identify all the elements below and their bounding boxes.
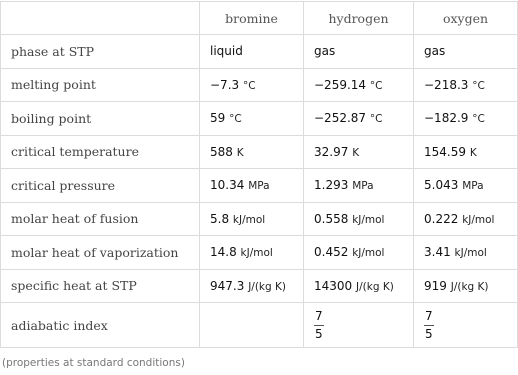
- cell-bromine: [200, 169, 304, 203]
- cell-unit: °C: [229, 113, 242, 126]
- fraction-denominator: 5: [425, 326, 433, 341]
- cell-value: 154.59: [424, 144, 466, 159]
- cell-unit: °C: [472, 113, 485, 126]
- table-row: [1, 169, 518, 203]
- fraction-bar: [424, 325, 434, 326]
- cell-hydrogen: [304, 202, 414, 236]
- cell-value: 10.34: [210, 178, 245, 193]
- table-row: [1, 68, 518, 102]
- fraction-denominator: 5: [315, 326, 323, 341]
- cell-value: 0.222: [424, 211, 459, 226]
- cell-unit: kJ/mol: [454, 247, 487, 260]
- table-row: [1, 35, 518, 69]
- cell-hydrogen: [304, 35, 414, 69]
- cell-bromine: [200, 202, 304, 236]
- cell-oxygen: [414, 236, 518, 270]
- row-label: molar heat of vaporization: [1, 236, 200, 270]
- cell-value: −252.87: [314, 111, 367, 126]
- cell-hydrogen: [304, 135, 414, 169]
- cell-value: −218.3: [424, 77, 469, 92]
- fraction-numerator: 7: [425, 308, 433, 323]
- cell-value: −7.3: [210, 77, 240, 92]
- cell-value: 14.8: [210, 245, 237, 260]
- cell-value: 5.8: [210, 211, 230, 226]
- cell-value: 0.452: [314, 245, 349, 260]
- cell-oxygen: [414, 68, 518, 102]
- cell-value: −182.9: [424, 111, 469, 126]
- table-row: [1, 135, 518, 169]
- table-row: [1, 236, 518, 270]
- cell-value: 5.043: [424, 178, 459, 193]
- fraction-bar: [314, 325, 324, 326]
- cell-value: 32.97: [314, 144, 349, 159]
- table-row-adiabatic-index: [1, 303, 518, 348]
- cell-value: 59: [210, 111, 226, 126]
- cell-oxygen: [414, 102, 518, 136]
- cell-oxygen: [414, 269, 518, 303]
- cell-unit: MPa: [462, 180, 484, 193]
- cell-bromine: [200, 35, 304, 69]
- cell-bromine: [200, 236, 304, 270]
- column-header-bromine: bromine: [200, 2, 304, 35]
- fraction: [424, 309, 434, 342]
- cell-unit: kJ/mol: [352, 247, 385, 260]
- cell-hydrogen: [304, 269, 414, 303]
- footnote: (properties at standard conditions): [2, 357, 185, 369]
- header-row: [1, 2, 518, 35]
- cell-hydrogen: [304, 169, 414, 203]
- cell-value: 1.293: [314, 178, 349, 193]
- cell-unit: °C: [369, 79, 383, 92]
- cell-unit: MPa: [248, 180, 270, 193]
- cell-bromine: [200, 269, 304, 303]
- cell-bromine: [200, 102, 304, 136]
- cell-value: 3.41: [424, 245, 451, 260]
- cell-hydrogen: [304, 68, 414, 102]
- column-header-oxygen: oxygen: [414, 2, 518, 35]
- cell-unit: °C: [369, 113, 383, 126]
- cell-value: 919: [424, 278, 447, 293]
- header-corner: [1, 2, 200, 35]
- cell-unit: kJ/mol: [240, 247, 273, 260]
- row-label: melting point: [1, 68, 200, 102]
- cell-unit: °C: [242, 79, 256, 92]
- fraction: [314, 309, 324, 342]
- cell-unit: kJ/mol: [462, 213, 495, 226]
- table-body: [1, 35, 518, 303]
- cell-value: −259.14: [314, 77, 367, 92]
- cell-unit: K: [469, 146, 477, 159]
- properties-table: [0, 1, 518, 348]
- cell-oxygen: [414, 169, 518, 203]
- row-label: phase at STP: [1, 35, 200, 69]
- cell-value: 14300: [314, 278, 353, 293]
- row-label: adiabatic index: [1, 303, 200, 348]
- table-row: [1, 269, 518, 303]
- cell-unit: K: [352, 146, 360, 159]
- cell-unit: MPa: [352, 180, 374, 193]
- cell-oxygen: [414, 303, 518, 348]
- cell-value: 0.558: [314, 211, 349, 226]
- cell-value: liquid: [210, 44, 243, 59]
- cell-oxygen: [414, 35, 518, 69]
- cell-unit: kJ/mol: [352, 213, 385, 226]
- row-label: molar heat of fusion: [1, 202, 200, 236]
- cell-bromine: [200, 68, 304, 102]
- cell-unit: kJ/mol: [232, 213, 266, 226]
- table-row: [1, 202, 518, 236]
- cell-bromine: [200, 303, 304, 348]
- cell-oxygen: [414, 135, 518, 169]
- cell-unit: K: [236, 146, 244, 159]
- row-label: boiling point: [1, 102, 200, 136]
- cell-value: 947.3: [210, 278, 245, 293]
- cell-hydrogen: [304, 236, 414, 270]
- row-label: critical temperature: [1, 135, 200, 169]
- row-label: critical pressure: [1, 169, 200, 203]
- row-label: specific heat at STP: [1, 269, 200, 303]
- cell-value: 588: [210, 144, 233, 159]
- cell-hydrogen: [304, 303, 414, 348]
- cell-hydrogen: [304, 102, 414, 136]
- cell-oxygen: [414, 202, 518, 236]
- table-row: [1, 102, 518, 136]
- cell-unit: °C: [472, 79, 485, 92]
- cell-unit: J/(kg K): [356, 280, 394, 293]
- column-header-hydrogen: hydrogen: [304, 2, 414, 35]
- cell-unit: J/(kg K): [248, 280, 286, 293]
- cell-bromine: [200, 135, 304, 169]
- fraction-numerator: 7: [315, 308, 323, 323]
- cell-value: gas: [314, 44, 336, 59]
- cell-unit: J/(kg K): [450, 280, 489, 293]
- cell-value: gas: [424, 44, 446, 59]
